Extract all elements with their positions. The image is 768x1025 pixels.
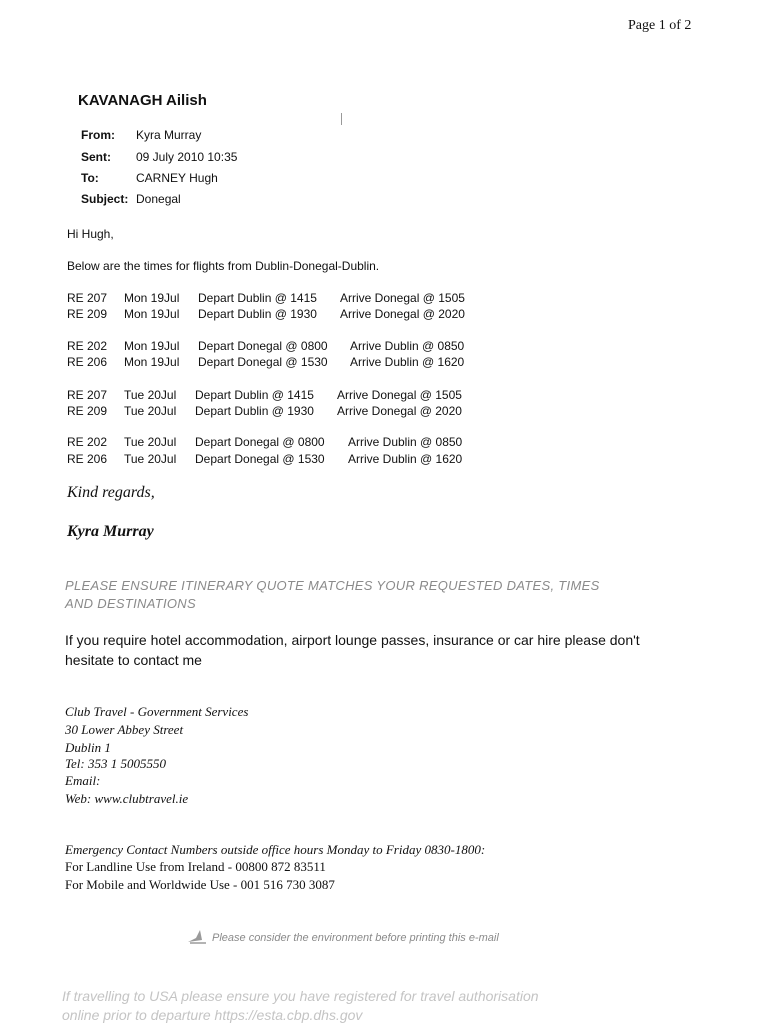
closing: Kind regards, (67, 484, 155, 501)
flight-code: RE 206 (67, 355, 108, 369)
flight-departure: Depart Dublin @ 1415 (198, 291, 317, 305)
flight-departure: Depart Donegal @ 0800 (195, 435, 325, 449)
flight-arrival: Arrive Donegal @ 2020 (337, 404, 462, 418)
flight-code: RE 202 (67, 435, 108, 449)
sent-label: Sent: (81, 150, 111, 164)
flight-code: RE 209 (67, 404, 108, 418)
email-label: Email: (65, 773, 101, 788)
emergency-mobile: For Mobile and Worldwide Use - 001 516 730 3087 (65, 877, 335, 892)
flight-row (67, 307, 465, 321)
flight-arrival: Arrive Dublin @ 0850 (350, 339, 465, 353)
flight-day: Tue 20Jul (124, 388, 177, 402)
intro-text: Below are the times for flights from Dublin-Donegal-Dublin. (67, 259, 380, 273)
flight-departure: Depart Donegal @ 0800 (198, 339, 328, 353)
emergency-heading: Emergency Contact Numbers outside office hours Monday to Friday 0830-1800: (65, 842, 486, 857)
flight-row (67, 452, 462, 466)
flight-row (67, 339, 464, 353)
flight-arrival: Arrive Donegal @ 2020 (340, 307, 465, 321)
flight-departure: Depart Donegal @ 1530 (195, 452, 325, 466)
esta-notice-line-2: online prior to departure https://esta.cbp.dhs.gov (62, 1007, 363, 1023)
from-label: From: (81, 128, 115, 142)
signature: Kyra Murray (67, 523, 154, 540)
flight-code: RE 207 (67, 388, 108, 402)
company-name: Club Travel - Government Services (65, 704, 249, 719)
flight-row (67, 388, 462, 402)
to-label: To: (81, 171, 99, 185)
flight-arrival: Arrive Donegal @ 1505 (340, 291, 465, 305)
flight-row (67, 355, 464, 369)
flight-arrival: Arrive Dublin @ 1620 (348, 452, 463, 466)
flight-row (67, 291, 465, 305)
sent-value: 09 July 2010 10:35 (136, 150, 238, 164)
flight-day: Tue 20Jul (124, 404, 177, 418)
telephone: Tel: 353 1 5005550 (65, 756, 166, 771)
flight-day: Mon 19Jul (124, 291, 180, 305)
subject-label: Subject: (81, 192, 129, 206)
street-address: 30 Lower Abbey Street (65, 722, 184, 737)
subject-value: Donegal (136, 192, 181, 206)
itinerary-warning-line-1: PLEASE ENSURE ITINERARY QUOTE MATCHES YOUR REQUESTED DATES, TIMES (65, 578, 600, 593)
flight-code: RE 207 (67, 291, 108, 305)
flight-code: RE 202 (67, 339, 108, 353)
flight-row (67, 404, 462, 418)
to-value: CARNEY Hugh (136, 171, 218, 185)
mailbox-owner-name: KAVANAGH Ailish (78, 92, 207, 109)
from-value: Kyra Murray (136, 128, 202, 142)
page-number: Page 1 of 2 (628, 18, 692, 33)
city: Dublin 1 (65, 740, 111, 755)
flight-day: Mon 19Jul (124, 355, 180, 369)
eco-note (186, 928, 499, 947)
eco-note-text: Please consider the environment before printing this e-mail (212, 931, 499, 944)
esta-notice-line-1: If travelling to USA please ensure you have registered for travel authorisation (62, 988, 539, 1004)
flight-departure: Depart Dublin @ 1930 (195, 404, 314, 418)
flight-code: RE 206 (67, 452, 108, 466)
flight-arrival: Arrive Dublin @ 1620 (350, 355, 465, 369)
greeting: Hi Hugh, (67, 227, 114, 241)
flight-day: Tue 20Jul (124, 452, 177, 466)
flight-arrival: Arrive Dublin @ 0850 (348, 435, 463, 449)
scan-mark (341, 113, 342, 125)
emergency-landline: For Landline Use from Ireland - 00800 872 83511 (65, 859, 326, 874)
flight-arrival: Arrive Donegal @ 1505 (337, 388, 462, 402)
flight-departure: Depart Dublin @ 1930 (198, 307, 317, 321)
flight-day: Tue 20Jul (124, 435, 177, 449)
website: Web: www.clubtravel.ie (65, 791, 189, 806)
itinerary-warning-line-2: AND DESTINATIONS (65, 596, 196, 611)
flight-row (67, 435, 462, 449)
flight-day: Mon 19Jul (124, 307, 180, 321)
flight-day: Mon 19Jul (124, 339, 180, 353)
flight-departure: Depart Donegal @ 1530 (198, 355, 328, 369)
leaf-icon (186, 928, 208, 947)
flight-code: RE 209 (67, 307, 108, 321)
flight-departure: Depart Dublin @ 1415 (195, 388, 314, 402)
services-offer: If you require hotel accommodation, airport lounge passes, insurance or car hire please don't hesitate to contact me (65, 632, 640, 668)
